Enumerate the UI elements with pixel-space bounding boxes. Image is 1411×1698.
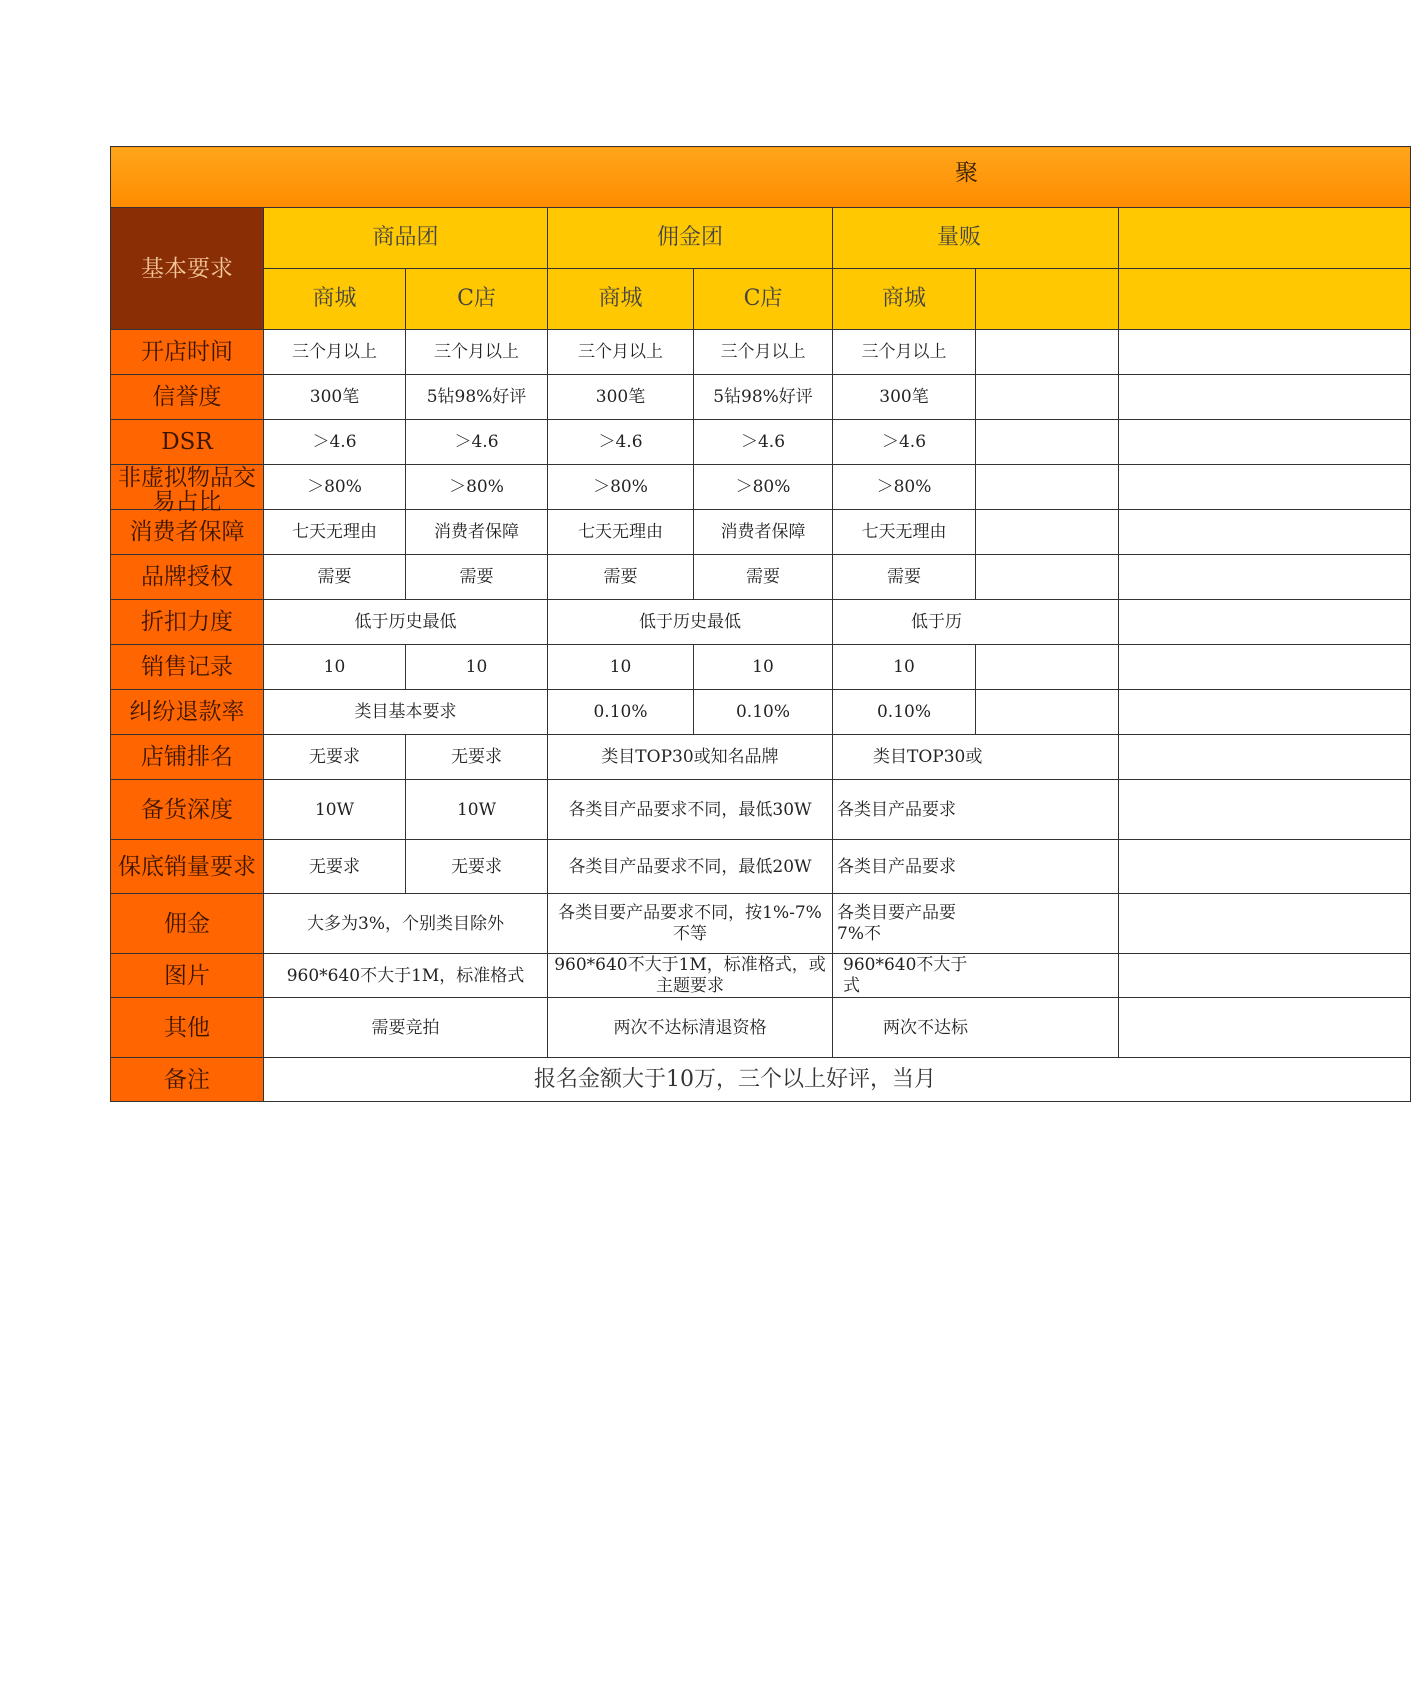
corner-header: 基本要求 (111, 208, 264, 330)
row-header: 保底销量要求 (111, 840, 264, 894)
table-cell: 七天无理由 (833, 510, 976, 555)
table-cell: ＞4.6 (694, 420, 833, 465)
table-cell: 七天无理由 (264, 510, 406, 555)
table-cell: 需要 (548, 555, 694, 600)
table-cell: 10 (833, 645, 976, 690)
table-cell: 960*640不大于式 (833, 954, 1119, 998)
table-cell: 300笔 (548, 375, 694, 420)
table-cell: 各类目产品要求不同，最低20W (548, 840, 833, 894)
table-cell: 10 (264, 645, 406, 690)
table-cell: 三个月以上 (694, 330, 833, 375)
table-cell: 各类目产品要求不同，最低30W (548, 780, 833, 840)
sub-header: 商城 (833, 269, 976, 330)
row-header: 纠纷退款率 (111, 690, 264, 735)
table-cell: 各类目要产品要求不同，按1%-7%不等 (548, 894, 833, 954)
row-header: 其他 (111, 998, 264, 1058)
table-cell: 需要 (833, 555, 976, 600)
table-cell: 需要 (406, 555, 548, 600)
table-cell: 960*640不大于1M，标准格式，或主题要求 (548, 954, 833, 998)
table-cell: 各类目产品要求 (833, 780, 1119, 840)
table-cell: 低于历史最低 (264, 600, 548, 645)
table-cell: 三个月以上 (406, 330, 548, 375)
sub-header: 商城 (548, 269, 694, 330)
row-header: 折扣力度 (111, 600, 264, 645)
spreadsheet (110, 146, 983, 1114)
table-cell: ＞4.6 (264, 420, 406, 465)
table-cell: ＞80% (406, 465, 548, 510)
table-cell: 三个月以上 (264, 330, 406, 375)
row-header: 佣金 (111, 894, 264, 954)
table-cell: 0.10% (833, 690, 976, 735)
table-cell: 5钻98%好评 (406, 375, 548, 420)
requirements-table (110, 146, 1411, 1102)
table-cell: 无要求 (264, 735, 406, 780)
row-header: 信誉度 (111, 375, 264, 420)
sub-header: C店 (406, 269, 548, 330)
table-cell: 10 (548, 645, 694, 690)
row-header: 图片 (111, 954, 264, 998)
table-cell: 10W (406, 780, 548, 840)
table-cell: 无要求 (406, 735, 548, 780)
table-cell: 各类目产品要求 (833, 840, 1119, 894)
table-cell: 七天无理由 (548, 510, 694, 555)
table-cell: ＞80% (694, 465, 833, 510)
table-cell: 类目基本要求 (264, 690, 548, 735)
table-cell: ＞80% (264, 465, 406, 510)
row-header: 备货深度 (111, 780, 264, 840)
group-header: 商品团 (264, 208, 548, 269)
group-header: 佣金团 (548, 208, 833, 269)
table-cell: ＞4.6 (833, 420, 976, 465)
row-header: 销售记录 (111, 645, 264, 690)
table-cell: 10W (264, 780, 406, 840)
table-cell: 需要竞拍 (264, 998, 548, 1058)
table-cell: 低于历 (833, 600, 1119, 645)
table-cell: 960*640不大于1M，标准格式 (264, 954, 548, 998)
sub-header: 商城 (264, 269, 406, 330)
table-cell: 两次不达标清退资格 (548, 998, 833, 1058)
table-cell: 消费者保障 (694, 510, 833, 555)
table-cell: 无要求 (264, 840, 406, 894)
table-cell: 5钻98%好评 (694, 375, 833, 420)
table-cell: ＞80% (548, 465, 694, 510)
table-cell: 需要 (264, 555, 406, 600)
table-cell: 类目TOP30或知名品牌 (548, 735, 833, 780)
table-cell: 三个月以上 (548, 330, 694, 375)
row-header: 店铺排名 (111, 735, 264, 780)
table-cell: 0.10% (548, 690, 694, 735)
row-header: 消费者保障 (111, 510, 264, 555)
table-cell: ＞80% (833, 465, 976, 510)
table-cell: 0.10% (694, 690, 833, 735)
row-header: 开店时间 (111, 330, 264, 375)
table-cell: ＞4.6 (548, 420, 694, 465)
sub-header: C店 (694, 269, 833, 330)
table-cell: ＞4.6 (406, 420, 548, 465)
table-cell: 300笔 (833, 375, 976, 420)
table-cell: 两次不达标 (833, 998, 1119, 1058)
table-cell: 10 (694, 645, 833, 690)
table-cell: 10 (406, 645, 548, 690)
row-header: 品牌授权 (111, 555, 264, 600)
note-header: 备注 (111, 1058, 264, 1102)
table-cell: 需要 (694, 555, 833, 600)
note-text: 报名金额大于10万，三个以上好评，当月 (264, 1058, 1411, 1102)
table-cell: 无要求 (406, 840, 548, 894)
table-cell: 消费者保障 (406, 510, 548, 555)
table-cell: 各类目要产品要7%不 (833, 894, 1119, 954)
table-cell: 300笔 (264, 375, 406, 420)
group-header: 量贩 (833, 208, 1119, 269)
row-header: 非虚拟物品交易占比 (111, 465, 264, 510)
row-header: DSR (111, 420, 264, 465)
table-cell: 大多为3%，个别类目除外 (264, 894, 548, 954)
table-cell: 类目TOP30或 (833, 735, 1119, 780)
table-title: 聚 (111, 147, 1411, 208)
table-cell: 三个月以上 (833, 330, 976, 375)
table-cell: 低于历史最低 (548, 600, 833, 645)
